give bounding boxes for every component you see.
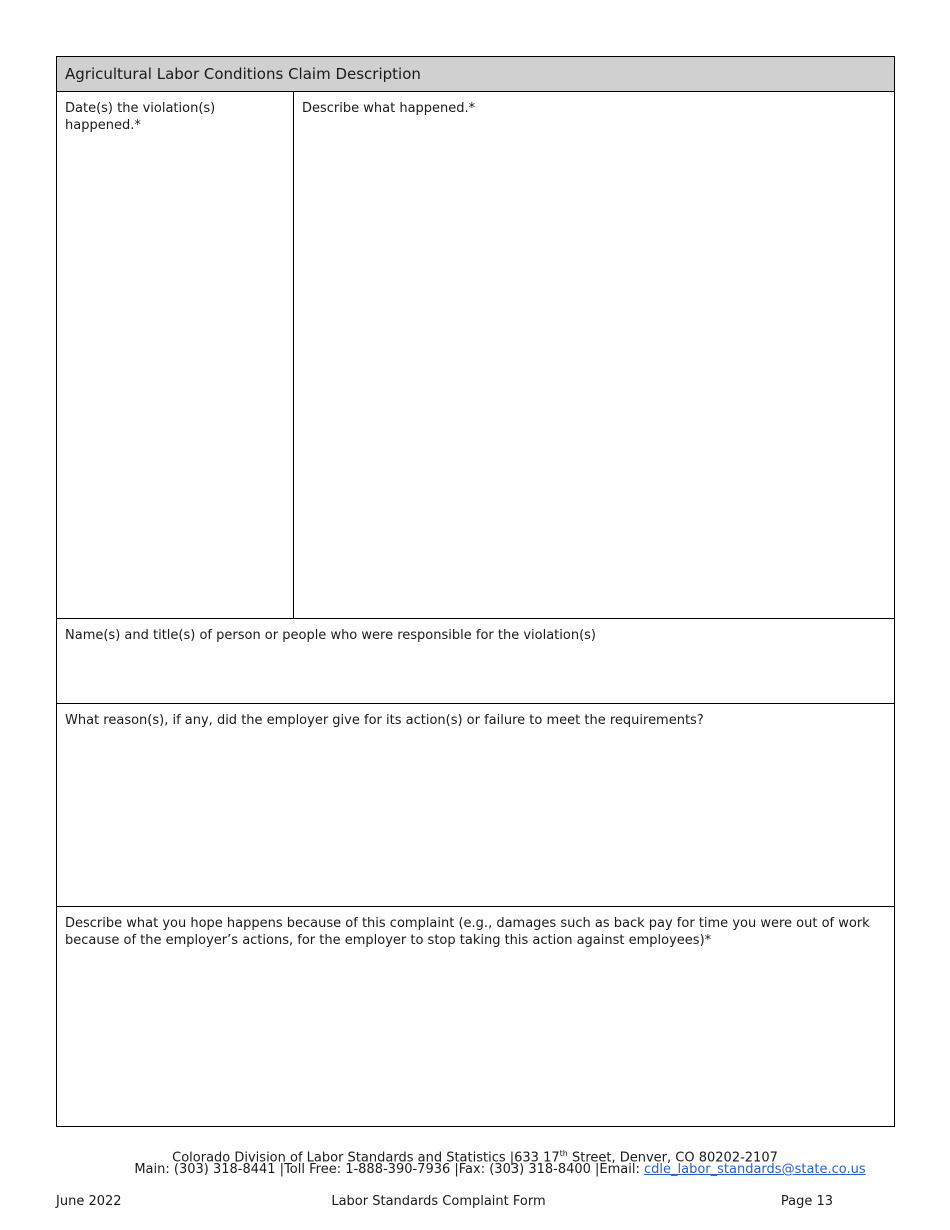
violation-dates-label-line1: Date(s) the violation(s) xyxy=(65,101,216,116)
footer-address-sup: th xyxy=(559,1149,568,1158)
claim-description-table xyxy=(56,56,895,1127)
desired-outcome-label-line1: Describe what you hope happens because of this complaint (e.g., damages such as back pay for time you were out of work xyxy=(65,916,870,931)
footer-contact-text: Main: (303) 318-8441 |Toll Free: 1-888-390-7936 |Fax: (303) 318-8400 |Email: xyxy=(134,1162,644,1177)
email-link[interactable]: cdle_labor_standards@state.co.us xyxy=(644,1162,866,1177)
employer-reasons-field[interactable] xyxy=(57,704,894,907)
footer-address-prefix: Colorado Division of Labor Standards and Statistics |633 17 xyxy=(172,1150,560,1166)
violation-dates-label-line2: happened.* xyxy=(65,118,141,133)
violation-dates-field[interactable] xyxy=(57,92,294,619)
desired-outcome-field[interactable] xyxy=(57,907,894,1126)
footer-date: June 2022 xyxy=(56,1194,122,1209)
responsible-persons-label: Name(s) and title(s) of person or people who were responsible for the violation(s) xyxy=(65,628,597,643)
describe-what-happened-field[interactable] xyxy=(294,92,894,619)
footer-address-suffix: Street, Denver, CO 80202-2107 xyxy=(567,1150,778,1166)
section-title: Agricultural Labor Conditions Claim Description xyxy=(57,57,894,92)
employer-reasons-label: What reason(s), if any, did the employer give for its action(s) or failure to meet the requirements? xyxy=(65,713,704,728)
footer-form-name: Labor Standards Complaint Form xyxy=(331,1194,546,1209)
describe-what-happened-label: Describe what happened.* xyxy=(302,101,476,116)
footer-contact xyxy=(25,1162,950,1178)
page-number: Page 13 xyxy=(780,1194,833,1209)
responsible-persons-field[interactable] xyxy=(57,619,894,704)
desired-outcome-label-line2: because of the employer’s actions, for the employer to stop taking this action against employees)* xyxy=(65,933,712,948)
